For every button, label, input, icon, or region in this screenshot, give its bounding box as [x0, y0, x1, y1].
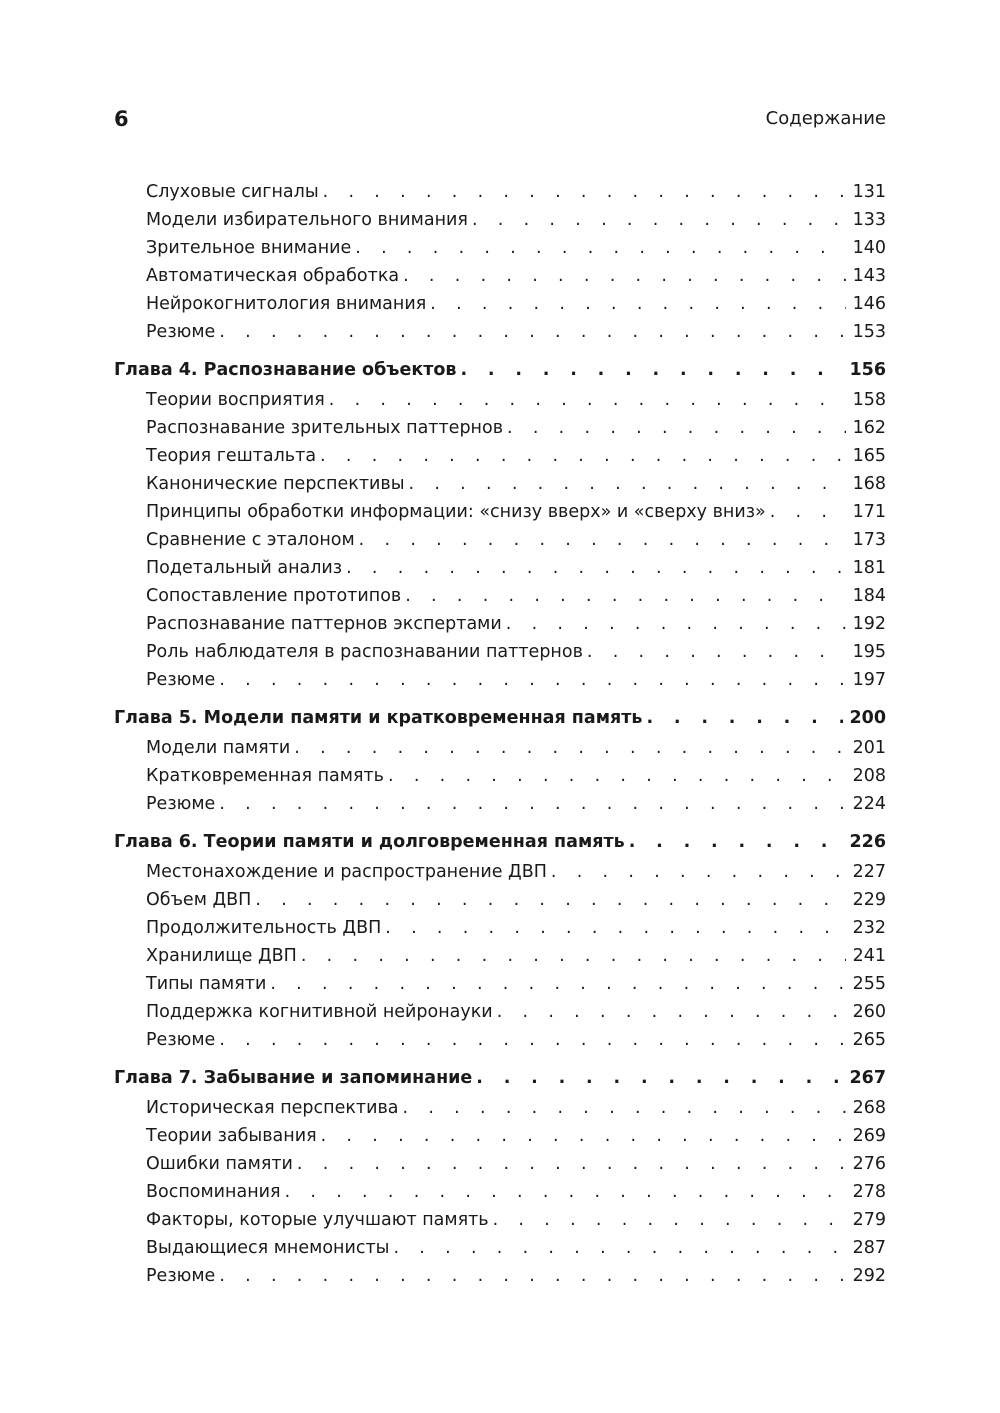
- dot-leader: [646, 703, 843, 734]
- dot-leader: [285, 1178, 846, 1206]
- chapter-page: 200: [849, 708, 886, 728]
- toc-entry: [114, 1026, 886, 1054]
- toc-entry: [114, 1178, 886, 1206]
- toc-entry-page: 224: [852, 794, 886, 814]
- toc-entry-page: 265: [852, 1030, 886, 1050]
- toc-entry-page: 208: [852, 766, 886, 786]
- toc-entry-label: Подетальный анализ: [146, 558, 343, 578]
- toc-entry-page: 279: [852, 1210, 886, 1230]
- toc-entry: [114, 942, 886, 970]
- toc-entry: [114, 1206, 886, 1234]
- toc-entry-page: 195: [852, 642, 886, 662]
- page-number: 6: [114, 107, 129, 131]
- toc-entry: [114, 582, 886, 610]
- toc-entry: [114, 734, 886, 762]
- chapter-page: 267: [849, 1068, 886, 1088]
- toc-entry: [114, 554, 886, 582]
- toc-entry: [114, 1234, 886, 1262]
- toc-entry: [114, 234, 886, 262]
- chapter-title: Глава 6. Теории памяти и долговременная память: [114, 832, 625, 852]
- dot-leader: [430, 290, 846, 318]
- toc-entry-label: Объем ДВП: [146, 890, 252, 910]
- table-of-contents: [114, 178, 886, 1299]
- toc-entry-label: Зрительное внимание: [146, 238, 352, 258]
- toc-entry: [114, 386, 886, 414]
- dot-leader: [403, 1094, 846, 1122]
- toc-entry: [114, 762, 886, 790]
- toc-entry: [114, 178, 886, 206]
- toc-entry-page: 165: [852, 446, 886, 466]
- dot-leader: [472, 206, 846, 234]
- toc-entry: [114, 638, 886, 666]
- toc-entry-page: 278: [852, 1182, 886, 1202]
- toc-entry-page: 292: [852, 1266, 886, 1286]
- toc-entry-page: 146: [852, 294, 886, 314]
- toc-continued-section: [114, 178, 886, 346]
- toc-entry-page: 140: [852, 238, 886, 258]
- running-head: Содержание: [765, 108, 886, 129]
- dot-leader: [346, 554, 846, 582]
- toc-entry: [114, 610, 886, 638]
- dot-leader: [219, 318, 846, 346]
- dot-leader: [770, 498, 846, 526]
- dot-leader: [393, 1234, 846, 1262]
- toc-entry: [114, 1150, 886, 1178]
- dot-leader: [270, 970, 846, 998]
- toc-entry: [114, 790, 886, 818]
- dot-leader: [359, 526, 846, 554]
- toc-entry-page: 201: [852, 738, 886, 758]
- toc-chapter-section: [114, 355, 886, 694]
- toc-entry-page: 143: [852, 266, 886, 286]
- dot-leader: [493, 1206, 846, 1234]
- dot-leader: [388, 762, 846, 790]
- dot-leader: [403, 262, 846, 290]
- toc-entry-page: 158: [852, 390, 886, 410]
- chapter-title: Глава 4. Распознавание объектов: [114, 360, 457, 380]
- toc-entry-page: 260: [852, 1002, 886, 1022]
- chapter-title: Глава 5. Модели памяти и кратковременная память: [114, 708, 643, 728]
- dot-leader: [323, 178, 846, 206]
- chapter-heading: [114, 355, 886, 386]
- dot-leader: [629, 827, 844, 858]
- toc-entry-label: Модели избирательного внимания: [146, 210, 468, 230]
- toc-entry-label: Хранилище ДВП: [146, 946, 297, 966]
- dot-leader: [255, 886, 846, 914]
- toc-entry-label: Выдающиеся мнемонисты: [146, 1238, 390, 1258]
- toc-entry-page: 232: [852, 918, 886, 938]
- toc-entry: [114, 886, 886, 914]
- toc-entry-label: Автоматическая обработка: [146, 266, 400, 286]
- toc-entry-page: 227: [852, 862, 886, 882]
- dot-leader: [460, 355, 843, 386]
- toc-entry-page: 171: [852, 502, 886, 522]
- dot-leader: [476, 1063, 843, 1094]
- toc-entry: [114, 262, 886, 290]
- dot-leader: [355, 234, 846, 262]
- toc-entry-label: Принципы обработки информации: «снизу вверх» и «сверху вниз»: [146, 502, 766, 522]
- dot-leader: [409, 470, 846, 498]
- toc-chapter-section: [114, 703, 886, 818]
- toc-entry-label: Роль наблюдателя в распознавании паттернов: [146, 642, 583, 662]
- toc-entry-page: 133: [852, 210, 886, 230]
- toc-entry-label: Историческая перспектива: [146, 1098, 399, 1118]
- dot-leader: [507, 414, 846, 442]
- toc-entry: [114, 206, 886, 234]
- dot-leader: [497, 998, 846, 1026]
- dot-leader: [321, 1122, 846, 1150]
- dot-leader: [219, 1026, 846, 1054]
- dot-leader: [297, 1150, 846, 1178]
- dot-leader: [385, 914, 846, 942]
- toc-entry-label: Типы памяти: [146, 974, 267, 994]
- chapter-heading: [114, 1063, 886, 1094]
- toc-entry-label: Распознавание зрительных паттернов: [146, 418, 504, 438]
- toc-entry: [114, 858, 886, 886]
- dot-leader: [405, 582, 846, 610]
- toc-entry: [114, 442, 886, 470]
- chapter-heading: [114, 827, 886, 858]
- toc-entry-label: Канонические перспективы: [146, 474, 405, 494]
- toc-entry-label: Местонахождение и распространение ДВП: [146, 862, 547, 882]
- toc-entry-label: Теории восприятия: [146, 390, 325, 410]
- toc-chapter-section: [114, 827, 886, 1054]
- toc-entry-page: 153: [852, 322, 886, 342]
- toc-entry-label: Резюме: [146, 1266, 216, 1286]
- toc-entry-page: 287: [852, 1238, 886, 1258]
- toc-entry-label: Теория гештальта: [146, 446, 317, 466]
- toc-entry-page: 184: [852, 586, 886, 606]
- dot-leader: [219, 790, 846, 818]
- toc-entry-page: 168: [852, 474, 886, 494]
- toc-entry-label: Слуховые сигналы: [146, 182, 319, 202]
- toc-entry: [114, 998, 886, 1026]
- toc-entry: [114, 666, 886, 694]
- dot-leader: [294, 734, 846, 762]
- toc-entry-label: Резюме: [146, 1030, 216, 1050]
- toc-entry: [114, 914, 886, 942]
- toc-entry-label: Теории забывания: [146, 1126, 317, 1146]
- toc-entry-page: 229: [852, 890, 886, 910]
- dot-leader: [219, 1262, 846, 1290]
- toc-entry: [114, 526, 886, 554]
- toc-entry: [114, 470, 886, 498]
- dot-leader: [587, 638, 846, 666]
- chapter-page: 226: [849, 832, 886, 852]
- toc-entry: [114, 1262, 886, 1290]
- toc-entry-page: 131: [852, 182, 886, 202]
- chapter-page: 156: [849, 360, 886, 380]
- toc-entry: [114, 498, 886, 526]
- toc-entry: [114, 414, 886, 442]
- dot-leader: [329, 386, 846, 414]
- toc-entry-label: Резюме: [146, 322, 216, 342]
- toc-chapter-section: [114, 1063, 886, 1290]
- page-header: [114, 104, 886, 134]
- toc-entry-page: 192: [852, 614, 886, 634]
- toc-entry: [114, 1094, 886, 1122]
- toc-entry-label: Факторы, которые улучшают память: [146, 1210, 489, 1230]
- toc-entry-page: 255: [852, 974, 886, 994]
- chapter-title: Глава 7. Забывание и запоминание: [114, 1068, 473, 1088]
- chapter-heading: [114, 703, 886, 734]
- toc-entry-label: Воспоминания: [146, 1182, 281, 1202]
- dot-leader: [551, 858, 846, 886]
- dot-leader: [506, 610, 846, 638]
- toc-entry-label: Продолжительность ДВП: [146, 918, 382, 938]
- dot-leader: [320, 442, 846, 470]
- toc-entry-page: 197: [852, 670, 886, 690]
- dot-leader: [301, 942, 846, 970]
- toc-entry-label: Распознавание паттернов экспертами: [146, 614, 502, 634]
- dot-leader: [219, 666, 846, 694]
- toc-entry-label: Ошибки памяти: [146, 1154, 293, 1174]
- toc-entry-label: Сопоставление прототипов: [146, 586, 402, 606]
- toc-entry-label: Поддержка когнитивной нейронауки: [146, 1002, 493, 1022]
- toc-entry: [114, 318, 886, 346]
- toc-entry: [114, 970, 886, 998]
- toc-entry-page: 276: [852, 1154, 886, 1174]
- toc-entry-label: Резюме: [146, 670, 216, 690]
- toc-entry-page: 173: [852, 530, 886, 550]
- toc-entry-label: Резюме: [146, 794, 216, 814]
- toc-entry: [114, 290, 886, 318]
- toc-entry: [114, 1122, 886, 1150]
- toc-entry-page: 241: [852, 946, 886, 966]
- toc-entry-label: Сравнение с эталоном: [146, 530, 355, 550]
- toc-entry-label: Нейрокогнитология внимания: [146, 294, 427, 314]
- toc-entry-label: Кратковременная память: [146, 766, 384, 786]
- toc-entry-page: 268: [852, 1098, 886, 1118]
- toc-entry-label: Модели памяти: [146, 738, 291, 758]
- toc-entry-page: 162: [852, 418, 886, 438]
- toc-entry-page: 181: [852, 558, 886, 578]
- toc-entry-page: 269: [852, 1126, 886, 1146]
